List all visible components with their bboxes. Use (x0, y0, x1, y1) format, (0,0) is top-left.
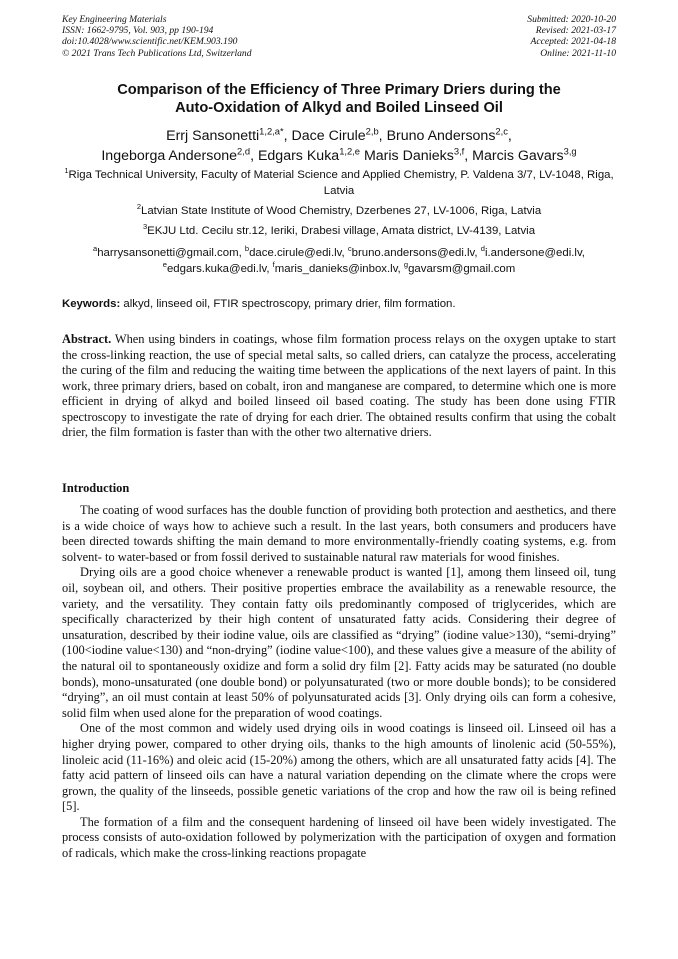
submitted-date: Submitted: 2020-10-20 (527, 14, 616, 25)
email-link[interactable]: harrysansonetti@gmail.com (97, 247, 239, 259)
keywords-label: Keywords: (62, 298, 121, 310)
author-emails (50, 246, 628, 277)
email-marker: f (272, 259, 275, 269)
affiliation-1 (55, 168, 623, 199)
author-list (40, 126, 638, 166)
email-marker: b (244, 244, 250, 254)
author-name: Ingeborga Andersone (101, 148, 238, 164)
affiliation-marker: 2 (136, 202, 142, 212)
email-line: $^e$edgars.kuka@edi.lv, $^f$maris_danieks@inbox.lv, $^g$gavarsm@gmail.com (162, 259, 516, 275)
email-link[interactable]: gavarsm@gmail.com (408, 262, 516, 275)
submission-dates (527, 14, 616, 59)
author-name: Marcis Gavars (472, 148, 564, 164)
author-affiliation-marker: 2,b (365, 126, 379, 137)
author-name: Bruno Andersons (386, 128, 496, 144)
paragraph: The formation of a film and the consequent hardening of linseed oil have been widely investigated. The process consists of auto-oxidation followed by polymerization with the participation of oxygen and formation of radicals, which make the cross-linking reactions propagate (62, 814, 616, 861)
paragraph: One of the most common and widely used drying oils in wood coatings is linseed oil. Linseed oil has a higher drying power, compared to other drying oils, thanks to the high amounts of linolenic acid (50-55%), linoleic acid (11-16%) and oleic acid (15-20%) among the others, which are all unsaturated fatty acids [4]. The fatty acid pattern of linseed oils can have a natural variation depending on the climate where the crops were grown, the quality of the linseeds, possible genetic variations of the crop and how the raw oil is being refined [5]. (62, 721, 616, 814)
title-line: Comparison of the Efficiency of Three Primary Driers during the (117, 82, 561, 98)
author-line: Errj Sansonetti$^{1,2,a*}$, Dace Cirule$^{2,b}$, Bruno Andersons$^{2,c}$, (166, 126, 512, 144)
section-heading: Introduction (62, 481, 130, 495)
email-line: $^a$harrysansonetti@gmail.com, $^b$dace.cirule@edi.lv, $^c$bruno.andersons@edi.lv, $^d$i.andersone@edi.lv, (93, 244, 585, 259)
introduction-body (62, 503, 616, 862)
abstract-text: When using binders in coatings, whose film formation process relays on the oxygen uptake to start the cross-linking reaction, the use of special metal salts, so called driers, can catalyze the process, accelerating the curing of the film and reducing the waiting time between the applications of the next layers of paint. In this work, three primary driers, based on cobalt, iron and manganese are compared, to determine which one is more efficient in drying of alkyd and boiled linseed oil based coating. The study has been done using FTIR spectroscopy to investigate the rate of drying for each drier. The obtained results confirm that using the cobalt drier, the film formation is faster than with the other two alternative driers. (62, 332, 617, 440)
journal-name: Key Engineering Materials (62, 14, 167, 25)
author-affiliation-marker: 2,d (237, 146, 251, 157)
paragraph: The coating of wood surfaces has the double function of providing both protection and aesthetics, and there is a wide choice of ways how to achieve such a result. In the last years, both consumers and producers have been directed towards shifting the main demand to more environmentally-friendly coating systems, e.g. from solvent- to water-based or from fossil derived to sustainable natural raw materials for wood finishes. (62, 503, 616, 564)
abstract-label: Abstract. (62, 332, 112, 346)
affiliation-3 (55, 224, 623, 240)
email-link[interactable]: dace.cirule@edi.lv (249, 247, 342, 259)
author-name: Maris Danieks (363, 148, 454, 164)
affiliation-text: Riga Technical University, Faculty of Material Science and Applied Chemistry, P. Valdena 3/7, LV-1048, Riga, Latvia (68, 169, 614, 197)
accepted-date: Accepted: 2021-04-18 (530, 36, 616, 48)
email-marker: a (93, 244, 98, 254)
online-date: Online: 2021-11-10 (540, 47, 616, 59)
author-line: Ingeborga Andersone$^{2,d}$, Edgars Kuka$^{1,2,e}$ Maris Danieks$^{3,f}$, Marcis Gavars$^{3,g}$ (101, 146, 577, 164)
email-marker: e (162, 259, 167, 269)
affiliation-marker: 3 (142, 222, 148, 232)
author-affiliation-marker: 3,f (453, 146, 465, 157)
title-line: Auto-Oxidation of Alkyd and Boiled Linseed Oil (175, 99, 503, 116)
revised-date: Revised: 2021-03-17 (535, 25, 616, 37)
paragraph: Drying oils are a good choice whenever a renewable product is wanted [1], among them linseed oil, tung oil, soybean oil, and others. Their positive properties embrace the availability as a renewable resource, the variety, and the versatility. They contain fatty oils predominantly composed of triglycerides, which are specifically characterized by their high content of unsaturated fatty acids. Considering their degree of unsaturation, described by their iodine value, oils are classified as “drying” (iodine value>130), “semi-drying” (100<iodine value<130) and “non-drying” (iodine value<100), and these values give a measure of the ability of the natural oil to spontaneously oxidize and form a solid dry film [2]. Fatty acids may be saturated (no double bonds), mono-unsaturated (one double bond) or polyunsaturated (two or more double bonds); to be considered “drying”, an oil must contain at least 50% of polyunsaturated acids [3]. Only drying oils can form a cohesive, solid film when used alone for the preparation of wood coatings. (62, 565, 616, 720)
journal-copyright: © 2021 Trans Tech Publications Ltd, Switzerland (62, 47, 252, 59)
affiliation-marker: 1 (64, 166, 69, 176)
email-marker: c (347, 244, 352, 254)
author-name: Dace Cirule (291, 128, 366, 144)
affiliation-text: EKJU Ltd. Cecilu str.12, Ieriki, Drabesi village, Amata district, LV-4139, Latvia (147, 225, 536, 237)
author-affiliation-marker: 1,2,a* (259, 126, 284, 137)
keywords-text: alkyd, linseed oil, FTIR spectroscopy, primary drier, film formation. (123, 298, 456, 310)
journal-header (62, 14, 616, 59)
email-link[interactable]: bruno.andersons@edi.lv (351, 247, 475, 259)
affiliation-text: Latvian State Institute of Wood Chemistry, Dzerbenes 27, LV-1006, Riga, Latvia (141, 205, 542, 217)
email-marker: d (480, 244, 485, 254)
journal-doi: doi:10.4028/www.scientific.net/KEM.903.190 (62, 36, 238, 48)
author-name: Edgars Kuka (257, 148, 340, 164)
email-link[interactable]: edgars.kuka@edi.lv (166, 262, 267, 275)
author-affiliation-marker: 3,g (563, 146, 577, 157)
email-link[interactable]: maris_danieks@inbox.lv (274, 262, 398, 275)
journal-issn: ISSN: 1662-9795, Vol. 903, pp 190-194 (62, 25, 214, 37)
abstract (62, 332, 616, 441)
author-affiliation-marker: 2,c (495, 126, 508, 137)
author-name: Errj Sansonetti (166, 128, 260, 144)
author-affiliation-marker: 1,2,e (339, 146, 361, 157)
paper-title (62, 82, 616, 117)
affiliation-2 (55, 204, 623, 220)
journal-info (62, 14, 252, 59)
email-link[interactable]: i.andersone@edi.lv (484, 247, 582, 259)
email-marker: g (403, 259, 409, 269)
keywords (62, 298, 616, 310)
